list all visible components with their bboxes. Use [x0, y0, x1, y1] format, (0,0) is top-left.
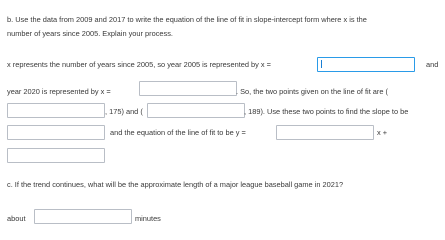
text-cursor — [321, 60, 322, 68]
question-b-line2: number of years since 2005. Explain your process. — [7, 29, 173, 38]
game-length-input[interactable] — [34, 209, 132, 224]
equation-slope-input[interactable] — [276, 125, 374, 140]
equation-intercept-input[interactable] — [7, 148, 105, 163]
explain-text-c: year 2020 is represented by x = — [7, 87, 111, 96]
explain-text-a: x represents the number of years since 2005, so year 2005 is represented by x = — [7, 60, 271, 69]
x-2020-input[interactable] — [139, 81, 237, 96]
explain-text-b: and — [426, 60, 439, 69]
about-label: about — [7, 214, 26, 223]
explain-text-d: . So, the two points given on the line of fit are ( — [236, 87, 389, 96]
question-b-line1: b. Use the data from 2009 and 2017 to write the equation of the line of fit in slope-intercept form where x is the — [7, 15, 367, 24]
equation-text: and the equation of the line of fit to be y = — [110, 128, 246, 137]
slope-input[interactable] — [7, 125, 105, 140]
point1-text: , 175) and ( — [105, 107, 143, 116]
point2-x-input[interactable] — [147, 103, 245, 118]
point1-x-input[interactable] — [7, 103, 105, 118]
x-plus-text: x + — [377, 128, 388, 137]
point2-text: , 189). Use these two points to find the slope to be — [244, 107, 409, 116]
question-c-prompt: c. If the trend continues, what will be the approximate length of a major league baseball game in 2021? — [7, 180, 344, 189]
x-2005-input[interactable] — [317, 57, 415, 72]
minutes-label: minutes — [135, 214, 161, 223]
